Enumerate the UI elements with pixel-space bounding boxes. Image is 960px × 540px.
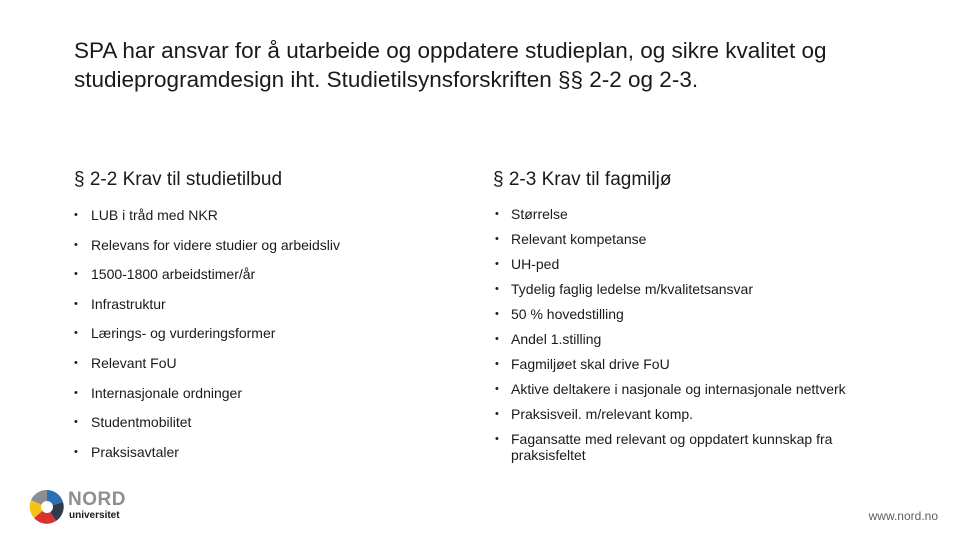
left-column-heading: § 2-2 Krav til studietilbud: [74, 169, 283, 190]
bullet-icon: •: [74, 327, 78, 340]
bullet-icon: •: [495, 383, 499, 395]
right-column: [493, 168, 893, 472]
list-item: • 1500-1800 arbeidstimer/år: [74, 266, 256, 283]
list-item: • Internasjonale ordninger: [74, 384, 242, 401]
bullet-icon: •: [74, 209, 78, 221]
list-item: • Fagansatte med relevant og oppdatert kunnskap fra praksisfeltet: [495, 431, 833, 463]
right-column-heading: § 2-3 Krav til fagmiljø: [493, 169, 672, 190]
list-item: • Lærings- og vurderingsformer: [74, 325, 276, 342]
right-column-list: [493, 206, 893, 463]
slide-title: SPA har ansvar for å utarbeide og oppdatere studieplan, og sikre kvalitet og studieprogramdesign iht. Studietilsynsforskriften §§ 2-2 og 2-3.: [74, 38, 827, 92]
list-item: • Fagmiljøet skal drive FoU: [495, 356, 670, 372]
bullet-icon: •: [74, 238, 78, 251]
list-item: • Relevans for videre studier og arbeidsliv: [74, 236, 341, 253]
list-item: • Størrelse: [495, 206, 568, 222]
nord-logo-icon: [28, 488, 66, 526]
list-item: • Relevant FoU: [74, 354, 177, 371]
bullet-icon: •: [74, 416, 78, 429]
bullet-icon: •: [74, 445, 78, 458]
website-url: www.nord.no: [868, 509, 938, 523]
bullet-icon: •: [495, 433, 499, 445]
left-column-list: [74, 206, 474, 472]
list-item: • Andel 1.stilling: [495, 331, 602, 347]
list-item: • Studentmobilitet: [74, 414, 192, 431]
bullet-icon: •: [495, 283, 499, 295]
bullet-icon: •: [495, 358, 499, 370]
nord-universitet-logo: [28, 488, 138, 528]
list-item: • Praksisveil. m/relevant komp.: [495, 406, 694, 422]
list-item: • 50 % hovedstilling: [495, 306, 624, 322]
bullet-icon: •: [74, 356, 78, 369]
bullet-icon: •: [74, 386, 78, 399]
bullet-icon: •: [495, 208, 499, 220]
bullet-icon: •: [495, 308, 499, 320]
list-item: • Praksisavtaler: [74, 443, 179, 460]
bullet-icon: •: [495, 333, 499, 345]
list-item: • Relevant kompetanse: [495, 231, 647, 247]
list-item: • Aktive deltakere i nasjonale og internasjonale nettverk: [495, 381, 846, 397]
bullet-icon: •: [495, 233, 499, 245]
logo-wordmark: NORD: [68, 489, 126, 510]
bullet-icon: •: [495, 408, 499, 420]
bullet-icon: •: [74, 268, 78, 281]
list-item: • Tydelig faglig ledelse m/kvalitetsansvar: [495, 281, 754, 297]
list-item: • LUB i tråd med NKR: [74, 207, 218, 223]
bullet-icon: •: [74, 297, 78, 310]
bullet-icon: •: [495, 258, 499, 270]
left-column: [74, 168, 474, 472]
list-item: • Infrastruktur: [74, 295, 166, 312]
logo-subtitle: universitet: [69, 510, 120, 521]
list-item: • UH-ped: [495, 256, 560, 272]
